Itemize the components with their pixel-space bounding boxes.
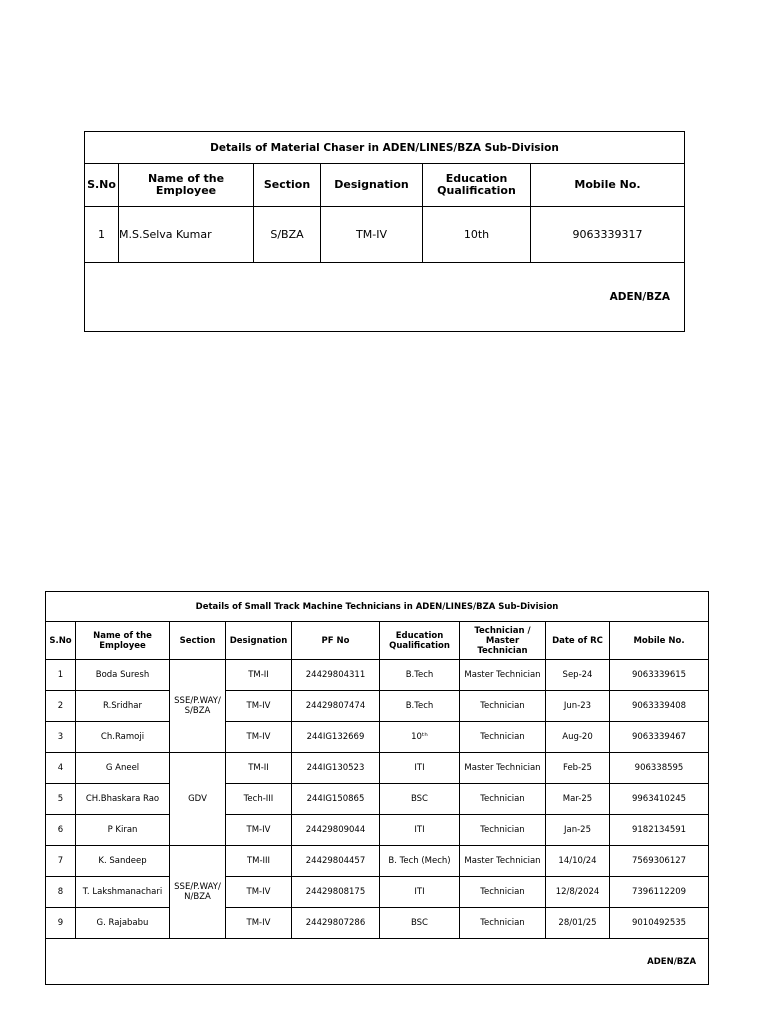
table-row (46, 784, 709, 815)
cell-name: K. Sandeep (76, 846, 170, 877)
cell-sno: 2 (46, 691, 76, 722)
cell-designation: TM-III (226, 846, 292, 877)
cell-technician: Technician (460, 908, 546, 939)
table-row (46, 660, 709, 691)
cell-rc: 12/8/2024 (546, 877, 610, 908)
cell-technician: Master Technician (460, 846, 546, 877)
table2-header-technician: Technician / Master Technician (460, 622, 546, 660)
cell-section: GDV (170, 753, 226, 846)
cell-pf: 24429809044 (292, 815, 380, 846)
table1-header-sno: S.No (85, 164, 119, 207)
cell-name: R.Sridhar (76, 691, 170, 722)
cell-pf: 244IG130523 (292, 753, 380, 784)
cell-sno: 9 (46, 908, 76, 939)
cell-designation: TM-IV (226, 877, 292, 908)
cell-technician: Technician (460, 784, 546, 815)
cell-mobile: 9963410245 (610, 784, 709, 815)
cell-rc: Jun-23 (546, 691, 610, 722)
table2-footer-signature: ADEN/BZA (46, 939, 709, 985)
table1-cell-section: S/BZA (254, 207, 321, 263)
cell-name: P Kiran (76, 815, 170, 846)
cell-pf: 244IG132669 (292, 722, 380, 753)
cell-designation: TM-IV (226, 722, 292, 753)
table1-cell-designation: TM-IV (321, 207, 423, 263)
cell-rc: Feb-25 (546, 753, 610, 784)
cell-sno: 8 (46, 877, 76, 908)
table2-header-pf: PF No (292, 622, 380, 660)
cell-technician: Master Technician (460, 753, 546, 784)
cell-education: ITI (380, 815, 460, 846)
table1-header-section: Section (254, 164, 321, 207)
cell-pf: 244IG150865 (292, 784, 380, 815)
cell-mobile: 906338595 (610, 753, 709, 784)
cell-pf: 24429804457 (292, 846, 380, 877)
cell-mobile: 9063339467 (610, 722, 709, 753)
cell-technician: Master Technician (460, 660, 546, 691)
table2-header-name: Name of the Employee (76, 622, 170, 660)
cell-sno: 6 (46, 815, 76, 846)
table2-header-designation: Designation (226, 622, 292, 660)
cell-rc: Mar-25 (546, 784, 610, 815)
cell-education: 10ᵗʰ (380, 722, 460, 753)
cell-mobile: 7569306127 (610, 846, 709, 877)
cell-sno: 4 (46, 753, 76, 784)
cell-rc: Sep-24 (546, 660, 610, 691)
table2-header-education: Education Qualification (380, 622, 460, 660)
table-row (46, 753, 709, 784)
cell-section: SSE/P.WAY/ S/BZA (170, 660, 226, 753)
table2-header-mobile: Mobile No. (610, 622, 709, 660)
table1-header-mobile: Mobile No. (531, 164, 685, 207)
cell-education: ITI (380, 877, 460, 908)
cell-education: B. Tech (Mech) (380, 846, 460, 877)
table2-header-rc: Date of RC (546, 622, 610, 660)
cell-section: SSE/P.WAY/ N/BZA (170, 846, 226, 939)
table1-header-name: Name of the Employee (119, 164, 254, 207)
table2-header-sno: S.No (46, 622, 76, 660)
cell-mobile: 9010492535 (610, 908, 709, 939)
cell-education: BSC (380, 784, 460, 815)
table1-cell-education: 10th (423, 207, 531, 263)
material-chaser-table (84, 131, 685, 332)
table2-header-section: Section (170, 622, 226, 660)
cell-education: ITI (380, 753, 460, 784)
small-track-machine-technicians-table (45, 591, 709, 985)
table1-cell-mobile: 9063339317 (531, 207, 685, 263)
cell-technician: Technician (460, 877, 546, 908)
table-row (46, 908, 709, 939)
table2-title: Details of Small Track Machine Technicians in ADEN/LINES/BZA Sub-Division (46, 592, 709, 622)
cell-rc: Aug-20 (546, 722, 610, 753)
cell-mobile: 7396112209 (610, 877, 709, 908)
cell-technician: Technician (460, 815, 546, 846)
table1-footer-signature: ADEN/BZA (85, 263, 685, 332)
cell-sno: 7 (46, 846, 76, 877)
cell-education: BSC (380, 908, 460, 939)
cell-designation: Tech-III (226, 784, 292, 815)
cell-sno: 3 (46, 722, 76, 753)
table-row (46, 877, 709, 908)
table-row (46, 815, 709, 846)
cell-name: Ch.Ramoji (76, 722, 170, 753)
cell-designation: TM-II (226, 660, 292, 691)
cell-mobile: 9063339408 (610, 691, 709, 722)
cell-education: B.Tech (380, 660, 460, 691)
cell-mobile: 9063339615 (610, 660, 709, 691)
table1-cell-sno: 1 (85, 207, 119, 263)
cell-rc: 14/10/24 (546, 846, 610, 877)
table-row (46, 722, 709, 753)
cell-pf: 24429804311 (292, 660, 380, 691)
cell-mobile: 9182134591 (610, 815, 709, 846)
table-row (46, 691, 709, 722)
cell-name: G. Rajababu (76, 908, 170, 939)
cell-pf: 24429807286 (292, 908, 380, 939)
cell-pf: 24429807474 (292, 691, 380, 722)
cell-rc: Jan-25 (546, 815, 610, 846)
cell-designation: TM-II (226, 753, 292, 784)
table1-cell-name: M.S.Selva Kumar (119, 207, 254, 263)
cell-designation: TM-IV (226, 908, 292, 939)
cell-technician: Technician (460, 691, 546, 722)
table-row (85, 207, 685, 263)
cell-name: G Aneel (76, 753, 170, 784)
cell-designation: TM-IV (226, 815, 292, 846)
cell-sno: 5 (46, 784, 76, 815)
cell-name: CH.Bhaskara Rao (76, 784, 170, 815)
cell-education: B.Tech (380, 691, 460, 722)
table1-header-education: Education Qualification (423, 164, 531, 207)
cell-name: T. Lakshmanachari (76, 877, 170, 908)
cell-technician: Technician (460, 722, 546, 753)
cell-rc: 28/01/25 (546, 908, 610, 939)
cell-designation: TM-IV (226, 691, 292, 722)
cell-pf: 24429808175 (292, 877, 380, 908)
cell-name: Boda Suresh (76, 660, 170, 691)
cell-sno: 1 (46, 660, 76, 691)
table1-header-designation: Designation (321, 164, 423, 207)
table1-title: Details of Material Chaser in ADEN/LINES/BZA Sub-Division (85, 132, 685, 164)
table-row (46, 846, 709, 877)
